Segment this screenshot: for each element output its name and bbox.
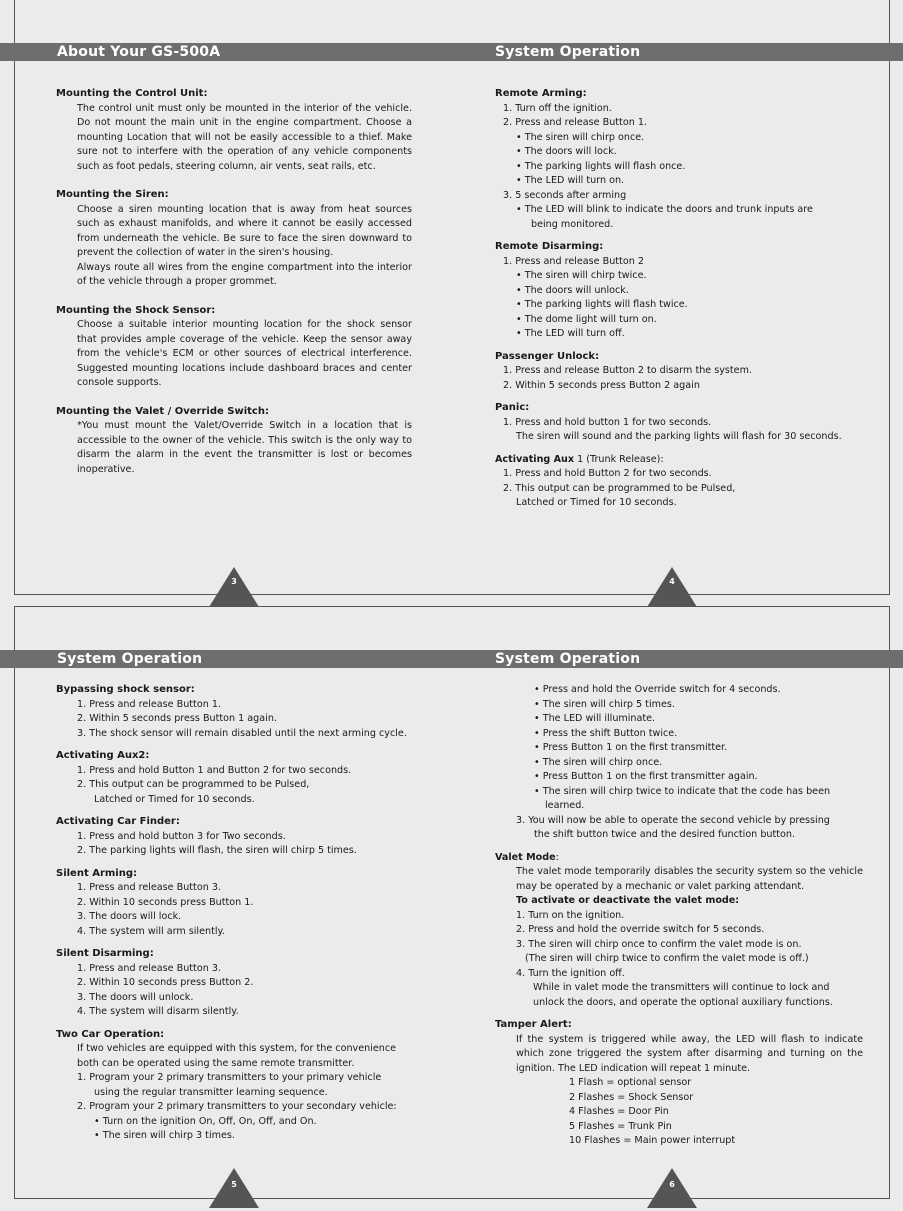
list-item: 1. Press and release Button 3. [77,962,221,974]
section-heading: Bypassing shock sensor: [56,684,195,695]
list-item: 1. Press and release Button 2 to disarm the system. [503,365,752,376]
section-heading: Mounting the Control Unit: [56,88,208,99]
list-item: being monitored. [531,218,614,230]
paragraph-line: If two vehicles are equipped with this system, for the convenience [77,1043,397,1054]
list-item: The siren will sound and the parking lights will flash for 30 seconds. [516,431,842,442]
paragraph: Always route all wires from the engine compartment into the interior of the vehicle through a proper grommet. [77,261,412,287]
section-heading: Tamper Alert: [495,1019,572,1030]
list-item: 2. This output can be programmed to be Pulsed, [77,779,310,790]
list-item: • The siren will chirp twice. [516,270,647,281]
list-item: 1. Program your 2 primary transmitters to your primary vehicle [77,1072,382,1083]
page3-content [56,87,412,477]
list-item: Latched or Timed for 10 seconds. [94,793,255,805]
page4-content [495,87,875,511]
list-item: the shift button twice and the desired function button. [534,829,796,840]
list-item: 4. Turn the ignition off. [516,967,625,979]
paragraph-line: both can be operated using the same remote transmitter. [77,1057,355,1069]
section-heading: Activating Aux 1 (Trunk Release): [495,453,664,465]
list-item: • The siren will chirp 3 times. [94,1130,235,1141]
page5-header: System Operation [57,651,203,667]
section-heading: Remote Disarming: [495,241,604,252]
list-item: • Press the shift Button twice. [534,727,678,739]
page-number: 4 [669,577,675,586]
list-item: • The parking lights will flash twice. [516,299,688,310]
list-item: 1. Press and release Button 3. [77,882,221,893]
list-item: 10 Flashes = Main power interrupt [569,1135,736,1146]
bottom-header-bar [0,650,903,668]
list-item: 1. Turn off the ignition. [503,102,612,114]
list-item: 3. The shock sensor will remain disabled until the next arming cycle. [77,727,407,739]
section-heading: Two Car Operation: [56,1028,165,1040]
paragraph: The control unit must only be mounted in the interior of the vehicle. Do not mount the main unit in the engine compartment. Choose a mounting Location that will not be easily accessible to a thief. Make sure not to interfere with the operation of any vehicle components such as foot pedals, steering column, air vents, seat rails, etc. [77,102,412,172]
section-heading: Panic: [495,402,530,413]
page-number: 6 [669,1180,675,1189]
list-item: 2 Flashes = Shock Sensor [569,1091,694,1103]
list-item: 2. Press and hold the override switch for 5 seconds. [516,924,765,935]
section-heading: Activating Car Finder: [56,816,180,827]
list-item: 1. Press and hold button 1 for two seconds. [503,416,712,428]
list-item: 3. The doors will unlock. [77,991,194,1003]
list-item: 1. Press and hold Button 2 for two seconds. [503,468,712,479]
list-item: 2. Within 5 seconds press Button 1 again. [77,713,277,724]
list-item: • The siren will chirp once. [534,756,663,768]
section-heading: Activating Aux2: [56,750,150,761]
list-item: 4. The system will disarm silently. [77,1006,239,1017]
list-item: 2. This output can be programmed to be Pulsed, [503,482,736,494]
sub-heading: To activate or deactivate the valet mode: [516,895,740,906]
list-item: 1. Press and hold button 3 for Two seconds. [77,830,286,842]
list-item: 2. Within 5 seconds press Button 2 again [503,379,700,391]
page-number-tab [209,567,259,607]
list-item: 2. Program your 2 primary transmitters to your secondary vehicle: [77,1101,397,1112]
list-item: • The LED will turn on. [516,175,625,186]
list-item: Latched or Timed for 10 seconds. [516,497,677,508]
paragraph: *You must mount the Valet/Override Switch in a location that is accessible to the owner of the vehicle. This switch is the only way to disarm the alarm in the event the transmitter is lost or becomes inoperative. [77,420,412,475]
list-item: • Press and hold the Override switch for 4 seconds. [534,684,781,695]
list-item: 2. The parking lights will flash, the siren will chirp 5 times. [77,845,357,856]
list-item: 2. Within 10 seconds press Button 1. [77,896,254,908]
list-item: 4. The system will arm silently. [77,925,225,937]
list-item: 4 Flashes = Door Pin [569,1106,669,1117]
list-item: 1. Turn on the ignition. [516,909,625,921]
paragraph: The valet mode temporarily disables the security system so the vehicle may be operated by a mechanic or valet parking attendant. [516,866,863,892]
list-item: 1. Press and release Button 2 [503,255,644,267]
paragraph: If the system is triggered while away, the LED will flash to indicate which zone triggered the system after disarming and turning on the ignition. The LED indication will repeat 1 minute. [516,1033,863,1074]
list-item: 3. The siren will chirp once to confirm the valet mode is on. [516,938,802,950]
list-item: learned. [545,800,585,811]
list-item: 1 Flash = optional sensor [569,1077,692,1088]
list-item: • The siren will chirp once. [516,131,645,143]
list-item: • The LED will blink to indicate the doors and trunk inputs are [516,204,813,215]
page6-header: System Operation [495,651,641,667]
list-item: • Press Button 1 on the first transmitter again. [534,771,758,782]
section-heading: Mounting the Shock Sensor: [56,304,216,316]
list-item: 1. Press and release Button 1. [77,698,221,710]
page-number: 5 [231,1180,237,1189]
list-item: 3. 5 seconds after arming [503,189,627,201]
page4-header: System Operation [495,44,641,60]
list-item: 2. Press and release Button 1. [503,117,647,128]
section-heading: Valet Mode: [495,851,559,863]
list-item: 2. Within 10 seconds press Button 2. [77,977,254,988]
list-item: • The doors will lock. [516,146,617,157]
list-item: • Press Button 1 on the first transmitter. [534,742,728,753]
list-item: • The siren will chirp twice to indicate that the code has been [534,785,831,797]
list-item: While in valet mode the transmitters will continue to lock and [533,982,830,993]
section-heading: Passenger Unlock: [495,350,600,362]
list-item: 1. Press and hold Button 1 and Button 2 for two seconds. [77,764,352,776]
paragraph: Choose a siren mounting location that is away from heat sources such as exhaust manifolds, and where it cannot be easily accessed from underneath the vehicle. Be sure to face the siren downward to prevent the collection of water in the siren's housing. [77,203,412,258]
list-item: unlock the doors, and operate the optional auxiliary functions. [533,996,833,1008]
list-item: • The parking lights will flash once. [516,160,686,172]
list-item: • The doors will unlock. [516,284,629,296]
list-item: 3. You will now be able to operate the second vehicle by pressing [516,814,830,826]
list-item: • Turn on the ignition On, Off, On, Off, and On. [94,1115,317,1127]
list-item: 3. The doors will lock. [77,911,182,922]
page3-header: About Your GS-500A [57,44,221,60]
section-heading: Silent Arming: [56,867,138,879]
page5-content [56,683,436,1144]
section-heading: Mounting the Valet / Override Switch: [56,405,269,417]
section-heading: Silent Disarming: [56,948,154,959]
top-header-bar [0,43,903,61]
page-number: 3 [231,577,237,586]
section-heading: Mounting the Siren: [56,189,169,200]
page-number-tab [647,567,697,607]
list-item: • The siren will chirp 5 times. [534,698,675,710]
list-item: • The dome light will turn on. [516,313,657,325]
paragraph: Choose a suitable interior mounting location for the shock sensor that provides ample coverage of the vehicle. Keep the sensor away from the vehicle's ECM or other sources of electrical interference. Suggested mounting locations include dashboard braces and center console supports. [77,319,412,388]
page6-content [495,683,863,1149]
list-item: using the regular transmitter learning sequence. [94,1086,328,1098]
list-item: • The LED will illuminate. [534,713,656,724]
list-item: • The LED will turn off. [516,328,625,339]
list-item: 5 Flashes = Trunk Pin [569,1120,672,1132]
section-heading: Remote Arming: [495,88,587,99]
list-item: (The siren will chirp twice to confirm the valet mode is off.) [525,953,809,964]
